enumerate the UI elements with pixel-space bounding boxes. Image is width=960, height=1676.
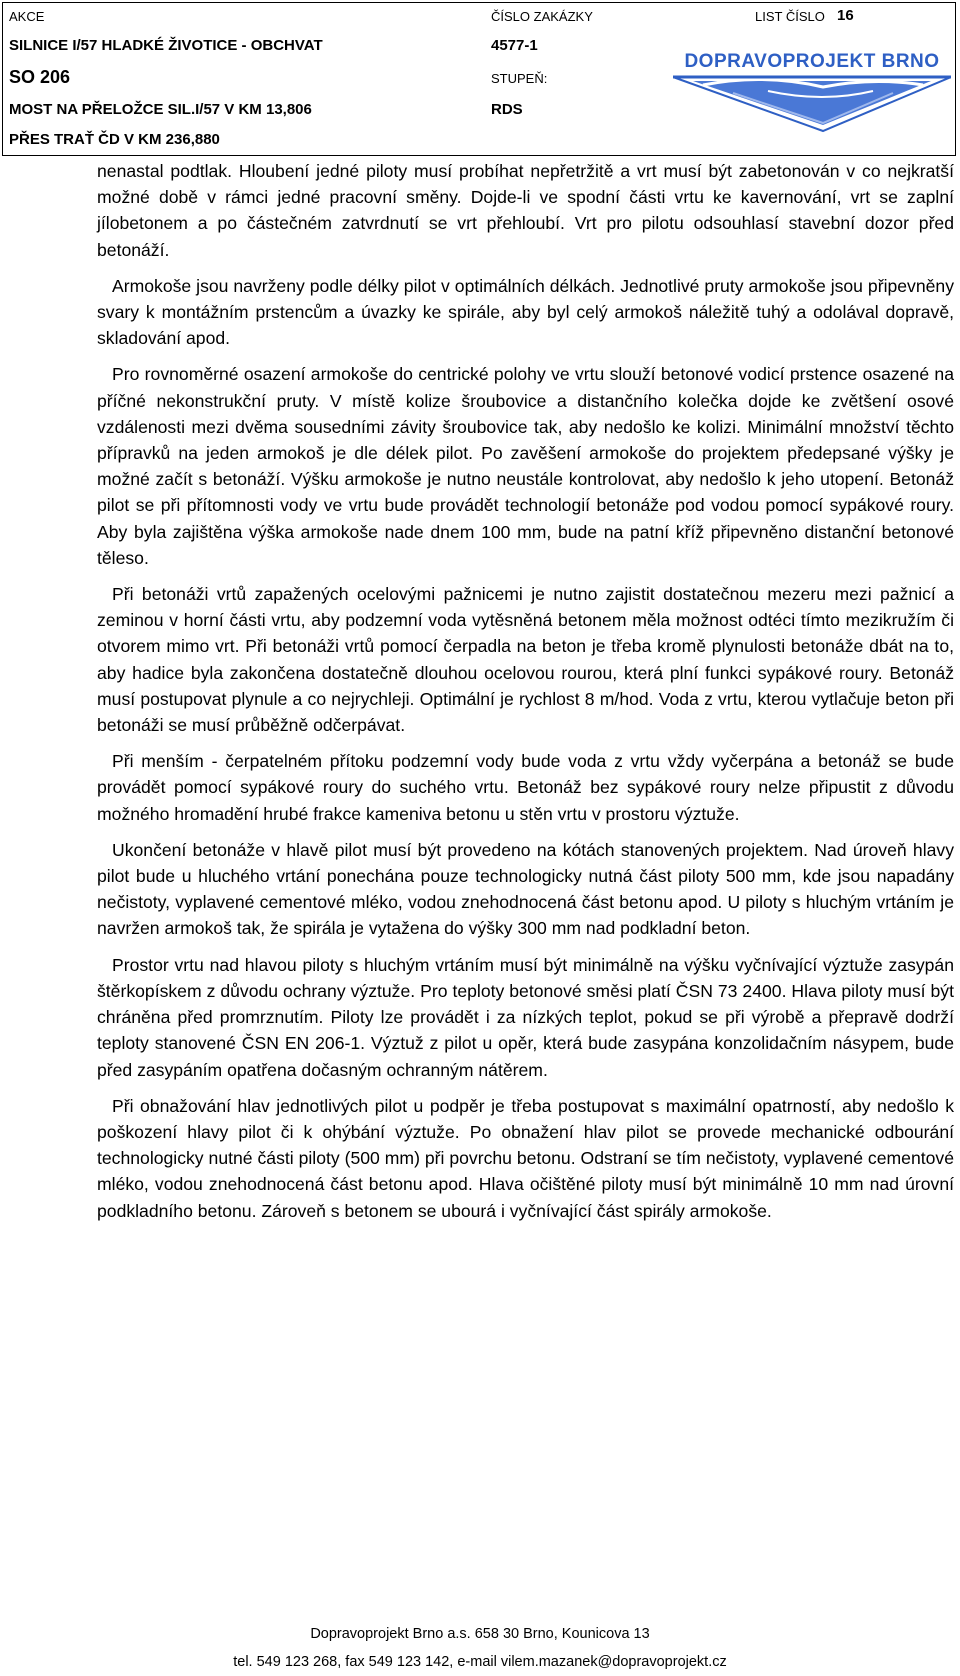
stage-label: STUPEŇ:: [491, 71, 548, 86]
company-logo: [673, 51, 951, 137]
paragraph: Při menším - čerpatelném přítoku podzemní vody bude voda z vrtu vždy vyčerpána a betonáž se bude provádět pomocí sypákové roury do suchého vrtu. Betonáž bez sypákové roury nelze připustit z důvodu možného hromadění hrubé frakce kameniva betonu u stěn vrtu v prostoru výztuže.: [97, 751, 954, 824]
cislo-zakazky-label: ČÍSLO ZAKÁZKY: [491, 9, 593, 24]
order-number: 4577-1: [491, 37, 538, 54]
object-code: SO 206: [9, 67, 71, 87]
paragraph: Armokoše jsou navrženy podle délky pilot v optimálních délkách. Jednotlivé pruty armokoše jsou připevněny svary k montážním prstencům a úvazky ke spirále, aby byl celý armokoš náležitě tuhý a odolával dopravě, skladování apod.: [97, 275, 954, 349]
sheet-number: 16: [837, 7, 854, 24]
document-header: [2, 2, 956, 156]
paragraph: Při obnažování hlav jednotlivých pilot u podpěr je třeba postupovat s maximální opatrností, aby nedošlo k poškození hlavy pilot či k ohýbání výztuže. Po obnažení hlav pilot se provede mechanické odbourání technologicky nutné části piloty (500 mm) při povrchu betonu. Odstraní se tím nečistoty, vyplavené cementové mléko, vodou znehodnocená část betonu apod. Hlava očištěné piloty musí být minimálně 10 mm nad úrovní podkladního betonu. Zároveň s betonem se ubourá i vyčnívající část spirály armokoše.: [97, 1095, 954, 1221]
footer-address: Dopravoprojekt Brno a.s. 658 30 Brno, Kounicova 13: [310, 1626, 650, 1642]
logo-text: DOPRAVOPROJEKT BRNO: [684, 51, 940, 72]
paragraph: Pro rovnoměrné osazení armokoše do centrické polohy ve vrtu slouží betonové vodicí prstence osazené na příčné nekonstrukční pruty. V místě kolize šroubovice a distančního kolečka dojde ke zvětšení osové vzdálenosti mezi dvěma sousedními závity šroubovice tak, aby nedošlo ke kolizi. Minimální množství těchto přípravků na jeden armokoš je dle délek pilot. Po zavěšení armokoše do projektem předepsané výšky je možné začít s betonáží. Výšku armokoše je nutno neustále kontrolovat, aby nedošlo k jeho utopení. Betonáž pilot se při přítomnosti vody ve vrtu bude provádět technologií betonáže pod vodou pomocí sypákové roury. Aby byla zajištěna výška armokoše nade dnem 100 mm, bude na patní kříž připevněno distanční betonové těleso.: [97, 364, 954, 568]
paragraph: nenastal podtlak. Hloubení jedné piloty musí probíhat nepřetržitě a vrt musí být zabetonován v co nejkratší možné době v rámci jedné pracovní směny. Dojde-li ve spodní části vrtu ke kavernování, vrt se zaplní jílobetonem a po částečném zatvrdnutí se vrt přehloubí. Vrt pro pilotu odsouhlasí stavební dozor před betonáží.: [97, 161, 954, 260]
paragraph: Při betonáži vrtů zapažených ocelovými pažnicemi je nutno zajistit dostatečnou mezeru mezi pažnicí a zeminou v horní části vrtu, aby podzemní voda vytěsněná betonem měla možnost odtéci tímto mezikružím či otvorem mimo vrt. Při betonáži vrtů pomocí čerpadla na beton je třeba kromě plynulosti betonáže dbát na to, aby hadice byla zakončena dostatečně dlouhou ocelovou rourou, která plní funkci sypákové roury. Betonáž musí postupovat plynule a co nejrychleji. Optimální je rychlost 8 m/hod. Voda z vrtu, kterou vytlačuje beton při betonáži se musí průběžně odčerpávat.: [97, 584, 954, 736]
paragraph: Ukončení betonáže v hlavě pilot musí být provedeno na kótách stanovených projektem. Nad úroveň hlavy pilot bude u hluchého vrtání ponechána pouze technologicky nutná část piloty 500 mm, kde jsou napadány nečistoty, vyplavené cementové mléko, vodou znehodnocená část betonu apod. U piloty s hluchým vrtáním je navržen armokoš tak, že spirála je vytažena do výšky 300 mm nad podkladní beton.: [97, 839, 954, 939]
paragraph: Prostor vrtu nad hlavou piloty s hluchým vrtáním musí být minimálně na výšku vyčnívající výztuže zasypán štěrkopískem z důvodu ochrany výztuže. Pro teploty betonové směsi platí ČSN 73 2400. Hlava piloty musí být chráněna před promrznutím. Piloty lze provádět i za nízkých teplot, pokud se při výrobě a přepravě dodrží teploty stanovené ČSN EN 206-1. Výztuž z pilot u opěr, která bude zasypána konzolidačním násypem, bude před zasypáním opatřena dočasným ochranným nátěrem.: [97, 954, 954, 1080]
akce-label: AKCE: [9, 9, 45, 24]
footer-contact: tel. 549 123 268, fax 549 123 142, e-mail vilem.mazanek@dopravoprojekt.cz: [233, 1654, 727, 1670]
document-body: [97, 158, 954, 1234]
list-cislo-label: LIST ČÍSLO: [755, 9, 825, 24]
project-title: SILNICE I/57 HLADKÉ ŽIVOTICE - OBCHVAT: [9, 37, 323, 54]
object-location: PŘES TRAŤ ČD V KM 236,880: [9, 131, 220, 148]
stage-value: RDS: [491, 101, 523, 118]
object-name: MOST NA PŘELOŽCE SIL.I/57 V KM 13,806: [9, 101, 312, 118]
logo-bridge-graphic: [673, 73, 951, 133]
